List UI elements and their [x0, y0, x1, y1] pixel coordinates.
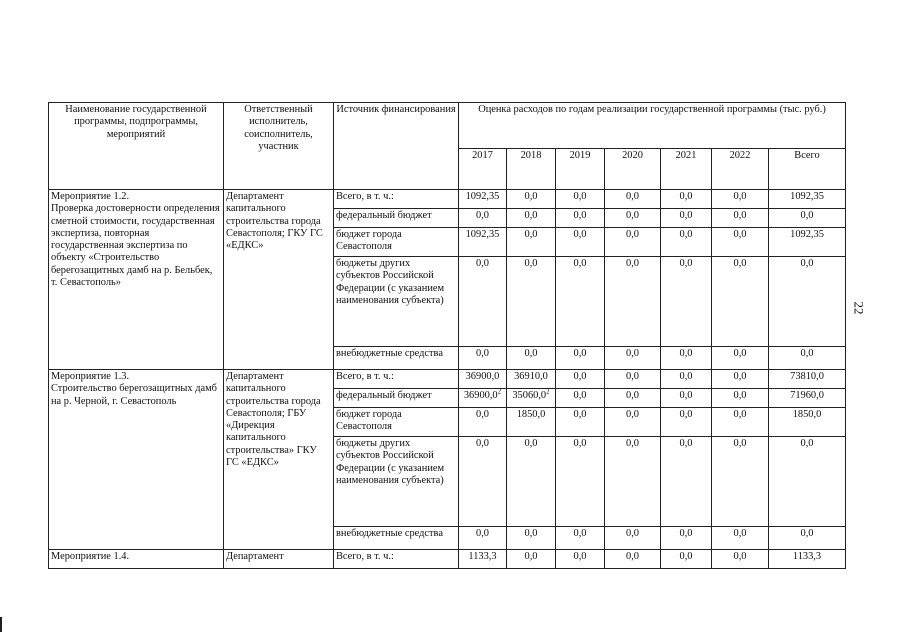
amount-cell — [556, 347, 605, 370]
amount-cell — [769, 190, 846, 209]
amount-cell — [459, 190, 507, 209]
amount-cell — [507, 347, 556, 370]
amount-value: 0,0 — [679, 348, 693, 359]
funding-source: внебюджетные средства — [334, 347, 459, 370]
amount-cell — [459, 347, 507, 370]
amount-value: 0,0 — [524, 528, 538, 539]
table-row — [49, 550, 846, 569]
amount-cell — [769, 347, 846, 370]
amount-value: 1092,35 — [465, 229, 500, 240]
amount-cell — [605, 550, 661, 569]
amount-value: 0,0 — [626, 438, 639, 449]
amount-cell — [605, 389, 661, 408]
amount-value: 0,0 — [679, 210, 693, 221]
amount-cell — [605, 347, 661, 370]
amount-cell — [556, 228, 605, 257]
amount-cell — [712, 527, 769, 550]
amount-value: 0,0 — [733, 390, 747, 401]
amount-cell — [507, 389, 556, 408]
amount-value: 0,0 — [733, 551, 747, 562]
amount-value: 0,0 — [524, 551, 538, 562]
footnote-marker: 2 — [497, 388, 502, 396]
amount-cell — [661, 437, 712, 527]
amount-value: 0,0 — [573, 371, 587, 382]
amount-value: 1133,3 — [792, 551, 822, 562]
amount-cell — [507, 190, 556, 209]
amount-value: 1092,35 — [790, 191, 824, 202]
amount-cell — [459, 437, 507, 527]
amount-cell — [605, 257, 661, 347]
amount-cell — [605, 228, 661, 257]
amount-cell — [507, 209, 556, 228]
amount-value: 0,0 — [679, 229, 693, 240]
amount-value: 0,0 — [626, 528, 639, 539]
amount-value: 0,0 — [524, 229, 538, 240]
funding-source: Всего, в т. ч.: — [334, 550, 459, 569]
amount-value: 0,0 — [800, 348, 814, 359]
amount-cell — [712, 190, 769, 209]
header-responsible: Ответственный исполнитель, соисполнитель, участник — [224, 103, 334, 190]
header-name: Наименование государственной программы, подпрограммы, мероприятий — [49, 103, 224, 190]
amount-value: 0,0 — [733, 371, 747, 382]
amount-value: 0,0 — [626, 551, 639, 562]
responsible-executor: Департамент капитального строительства города Севастополя; ГКУ ГС «ЕДКС» — [224, 190, 334, 370]
amount-cell — [712, 228, 769, 257]
amount-cell — [507, 228, 556, 257]
amount-cell — [507, 408, 556, 437]
amount-cell — [605, 370, 661, 389]
amount-value: 0,0 — [626, 348, 639, 359]
amount-cell — [769, 437, 846, 527]
amount-value: 0,0 — [679, 371, 693, 382]
amount-cell — [661, 408, 712, 437]
amount-value: 0,0 — [476, 210, 489, 221]
amount-value: 0,0 — [573, 438, 587, 449]
amount-cell — [459, 257, 507, 347]
table-row — [49, 190, 846, 209]
amount-cell — [769, 228, 846, 257]
amount-cell — [459, 550, 507, 569]
amount-cell — [556, 527, 605, 550]
funding-source: Всего, в т. ч.: — [334, 190, 459, 209]
amount-cell — [712, 209, 769, 228]
header-row-top — [49, 103, 846, 149]
amount-value: 0,0 — [626, 258, 639, 269]
responsible-executor: Департамент — [224, 550, 334, 569]
amount-cell — [769, 527, 846, 550]
expenditure-table — [48, 102, 846, 569]
header-year-2022: 2022 — [712, 148, 769, 189]
amount-cell — [605, 209, 661, 228]
amount-cell — [556, 389, 605, 408]
amount-value: 0,0 — [524, 438, 538, 449]
amount-cell — [507, 437, 556, 527]
amount-cell — [661, 550, 712, 569]
amount-cell — [507, 550, 556, 569]
header-total: Всего — [769, 148, 846, 189]
amount-value: 0,0 — [573, 229, 587, 240]
activity-name: Мероприятие 1.4. — [49, 550, 224, 569]
funding-source: бюджет города Севастополя — [334, 228, 459, 257]
table-body — [49, 103, 846, 569]
header-year-2021: 2021 — [661, 148, 712, 189]
amount-value: 0,0 — [573, 191, 587, 202]
amount-cell — [507, 370, 556, 389]
amount-value: 1092,35 — [790, 229, 824, 240]
amount-cell — [459, 209, 507, 228]
amount-cell — [661, 347, 712, 370]
amount-cell — [712, 370, 769, 389]
amount-cell — [769, 257, 846, 347]
amount-value: 0,0 — [800, 528, 814, 539]
activity-name: Мероприятие 1.3. Строительство берегозащитных дамб на р. Черной, г. Севастополь — [49, 370, 224, 550]
amount-cell — [605, 527, 661, 550]
amount-cell — [507, 527, 556, 550]
amount-cell — [769, 370, 846, 389]
amount-cell — [459, 228, 507, 257]
amount-value: 0,0 — [800, 438, 814, 449]
amount-cell — [661, 389, 712, 408]
amount-cell — [556, 550, 605, 569]
header-year-2019: 2019 — [556, 148, 605, 189]
amount-value: 0,0 — [524, 210, 538, 221]
amount-value: 0,0 — [573, 551, 587, 562]
amount-cell — [556, 209, 605, 228]
amount-value: 0,0 — [573, 210, 587, 221]
amount-value: 1092,35 — [465, 191, 500, 202]
amount-cell — [712, 550, 769, 569]
header-year-2018: 2018 — [507, 148, 556, 189]
amount-value: 0,0 — [626, 191, 639, 202]
amount-value: 0,0 — [679, 191, 693, 202]
amount-value: 0,0 — [733, 191, 747, 202]
amount-cell — [556, 257, 605, 347]
amount-cell — [661, 370, 712, 389]
amount-cell — [556, 370, 605, 389]
amount-value: 0,0 — [626, 390, 639, 401]
amount-cell — [661, 190, 712, 209]
scan-edge-mark — [0, 617, 2, 632]
amount-cell — [769, 209, 846, 228]
amount-cell — [605, 190, 661, 209]
funding-source: федеральный бюджет — [334, 389, 459, 408]
amount-value: 0,0 — [800, 258, 814, 269]
amount-value: 0,0 — [733, 348, 747, 359]
amount-value: 0,0 — [679, 551, 693, 562]
amount-cell — [712, 437, 769, 527]
amount-value: 35060,0 — [512, 390, 547, 401]
amount-cell — [459, 527, 507, 550]
amount-value: 0,0 — [476, 409, 489, 420]
amount-cell — [712, 389, 769, 408]
amount-value: 36900,0 — [465, 371, 500, 382]
amount-cell — [661, 257, 712, 347]
amount-value: 71960,0 — [790, 390, 824, 401]
amount-cell — [556, 437, 605, 527]
amount-value: 0,0 — [733, 528, 747, 539]
footnote-marker: 2 — [546, 388, 550, 396]
funding-source: бюджеты других субъектов Российской Федерации (с указанием наименования субъекта) — [334, 437, 459, 527]
amount-value: 0,0 — [476, 528, 489, 539]
amount-value: 0,0 — [626, 229, 639, 240]
amount-value: 0,0 — [733, 438, 747, 449]
amount-value: 0,0 — [524, 258, 538, 269]
amount-value: 0,0 — [733, 229, 747, 240]
funding-source: бюджеты других субъектов Российской Федерации (с указанием наименования субъекта) — [334, 257, 459, 347]
table-row — [49, 370, 846, 389]
amount-value: 36910,0 — [514, 371, 548, 382]
activity-name: Мероприятие 1.2. Проверка достоверности определения сметной стоимости, государственная экспертиза, повторная государственная экспертиза по объекту «Строительство берегозащитных дамб на р. Бельбек, т. Севастополь» — [49, 190, 224, 370]
amount-value: 1850,0 — [792, 409, 822, 420]
amount-value: 0,0 — [524, 191, 538, 202]
amount-cell — [605, 437, 661, 527]
amount-cell — [459, 389, 507, 408]
amount-value: 0,0 — [679, 528, 693, 539]
funding-source: бюджет города Севастополя — [334, 408, 459, 437]
amount-cell — [769, 408, 846, 437]
amount-value: 0,0 — [626, 409, 639, 420]
funding-source: федеральный бюджет — [334, 209, 459, 228]
amount-cell — [712, 257, 769, 347]
amount-value: 0,0 — [733, 210, 747, 221]
amount-value: 0,0 — [733, 409, 747, 420]
amount-value: 0,0 — [800, 210, 814, 221]
amount-cell — [661, 209, 712, 228]
header-source: Источник финансирования — [334, 103, 459, 190]
amount-cell — [769, 389, 846, 408]
amount-value: 0,0 — [476, 438, 489, 449]
amount-value: 1850,0 — [516, 409, 546, 420]
amount-value: 0,0 — [573, 258, 587, 269]
amount-value: 0,0 — [476, 348, 489, 359]
amount-value: 0,0 — [626, 210, 639, 221]
responsible-executor: Департамент капитального строительства города Севастополя; ГБУ «Дирекция капитального строительства» ГКУ ГС «ЕДКС» — [224, 370, 334, 550]
amount-value: 0,0 — [476, 258, 489, 269]
amount-value: 0,0 — [573, 390, 587, 401]
amount-value: 0,0 — [679, 409, 693, 420]
amount-value: 0,0 — [679, 258, 693, 269]
funding-source: Всего, в т. ч.: — [334, 370, 459, 389]
amount-value: 0,0 — [626, 371, 639, 382]
amount-value: 0,0 — [524, 348, 538, 359]
amount-value: 36900,0 — [463, 390, 498, 401]
amount-value: 0,0 — [573, 348, 587, 359]
amount-cell — [661, 527, 712, 550]
amount-cell — [712, 408, 769, 437]
page-number: 22 — [851, 301, 867, 315]
amount-value: 73810,0 — [790, 371, 824, 382]
amount-cell — [459, 408, 507, 437]
amount-value: 0,0 — [679, 390, 693, 401]
amount-cell — [712, 347, 769, 370]
amount-value: 0,0 — [733, 258, 747, 269]
amount-value: 0,0 — [573, 409, 587, 420]
amount-cell — [661, 228, 712, 257]
amount-cell — [605, 408, 661, 437]
amount-cell — [556, 408, 605, 437]
header-estimate: Оценка расходов по годам реализации государственной программы (тыс. руб.) — [459, 103, 846, 149]
header-year-2020: 2020 — [605, 148, 661, 189]
amount-cell — [556, 190, 605, 209]
amount-cell — [769, 550, 846, 569]
header-year-2017: 2017 — [459, 148, 507, 189]
amount-cell — [459, 370, 507, 389]
amount-cell — [507, 257, 556, 347]
amount-value: 0,0 — [679, 438, 693, 449]
amount-value: 1133,3 — [468, 551, 497, 562]
amount-value: 0,0 — [573, 528, 587, 539]
funding-source: внебюджетные средства — [334, 527, 459, 550]
